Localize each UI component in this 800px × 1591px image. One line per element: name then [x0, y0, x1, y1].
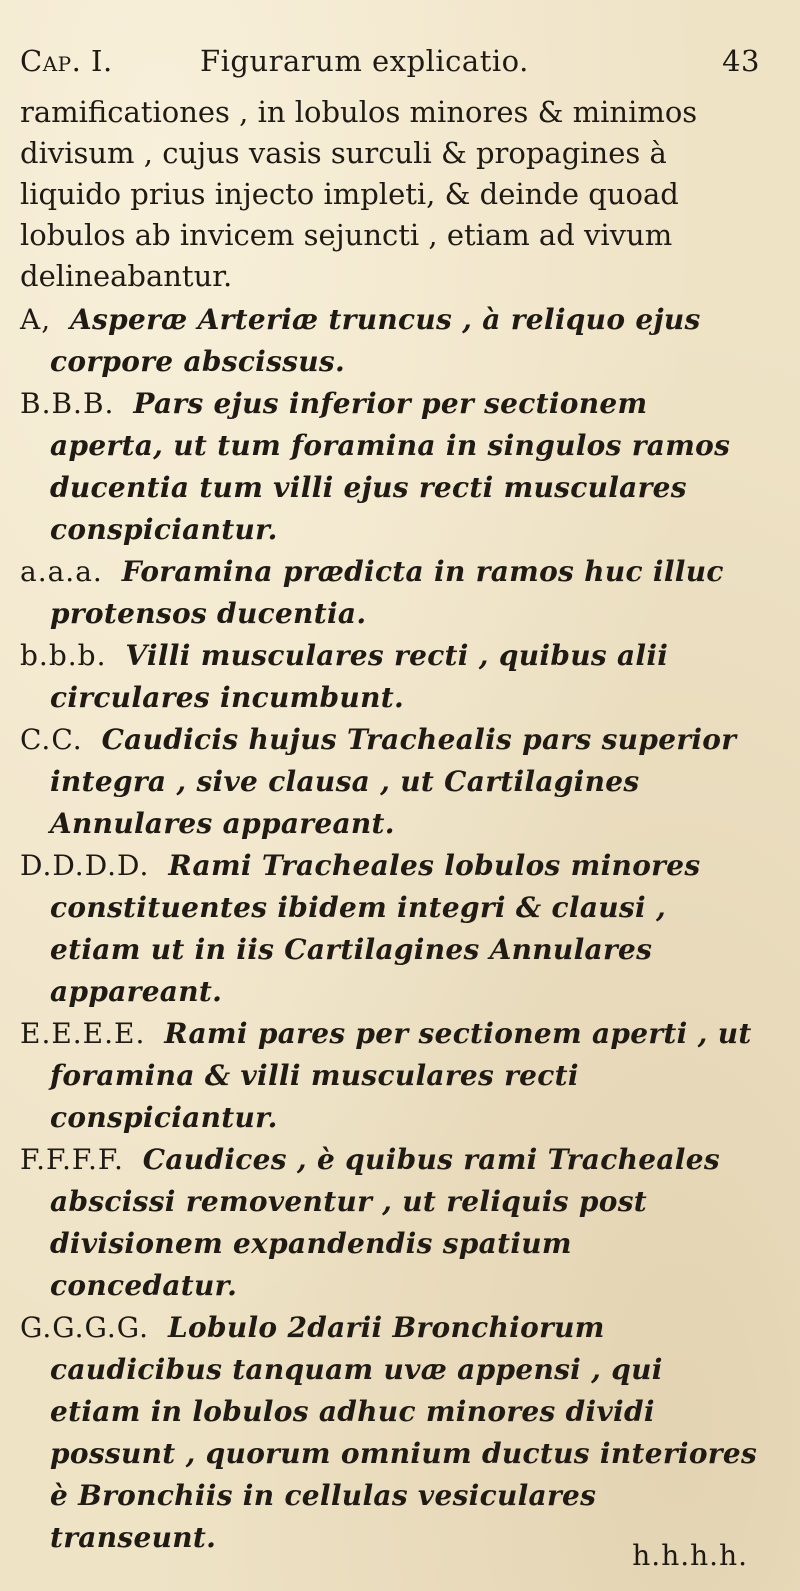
legend-entry-e [20, 1013, 760, 1139]
entry-sigla: F.F.F.F. [20, 1143, 124, 1176]
legend-entry-c [20, 719, 760, 845]
entry-text: Lobulo 2darii Bronchiorum caudicibus tanquam uvæ appensi , qui etiam in lobulos adhuc minores dividi possunt , quorum omnium ductus interiores è Bronchiis in cellulas vesiculares transeunt. [50, 1311, 758, 1554]
entry-text: Pars ejus inferior per sectionem aperta, ut tum foramina in singulos ramos ducentia tum villi ejus recti musculares conspiciantur. [50, 387, 731, 546]
entry-text: Rami Tracheales lobulos minores constituentes ibidem integri & clausi , etiam ut in iis Cartilagines Annulares appareant. [50, 849, 701, 1008]
entry-text: Caudices , è quibus rami Tracheales abscissi removentur , ut reliquis post divisionem expandendis spatium concedatur. [50, 1143, 720, 1302]
entry-sigla: a.a.a. [20, 555, 103, 588]
entry-sigla: A, [20, 303, 52, 336]
entry-sigla: b.b.b. [20, 639, 107, 672]
legend-entry-a [20, 299, 760, 383]
figure-legend [20, 299, 760, 1559]
catchword: h.h.h.h. [632, 1539, 748, 1572]
entry-text: Villi musculares recti , quibus alii circulares incumbunt. [50, 639, 669, 714]
legend-entry-a-lower [20, 551, 760, 635]
entry-text: Rami pares per sectionem aperti , ut foramina & villi musculares recti conspiciantur. [50, 1017, 752, 1134]
entry-sigla: C.C. [20, 723, 83, 756]
legend-entry-b-lower [20, 635, 760, 719]
running-head [20, 44, 760, 90]
page-title: Figurarum explicatio. [200, 44, 529, 78]
legend-entry-d [20, 845, 760, 1013]
entry-sigla: B.B.B. [20, 387, 115, 420]
legend-entry-g [20, 1307, 760, 1559]
entry-sigla: D.D.D.D. [20, 849, 150, 882]
page-number: 43 [722, 44, 760, 78]
intro-paragraph: ramificationes , in lobulos minores & minimos divisum , cujus vasis surculi & propagines à liquido prius injecto impleti, & deinde quoad lobulos ab invicem sejuncti , etiam ad vivum delineabantur. [20, 95, 698, 293]
entry-text: Foramina prædicta in ramos huc illuc protensos ducentia. [50, 555, 724, 630]
entry-sigla: E.E.E.E. [20, 1017, 146, 1050]
entry-text: Asperæ Arteriæ truncus , à reliquo ejus corpore abscissus. [50, 303, 701, 378]
legend-entry-b [20, 383, 760, 551]
chapter-label: Cap. I. [20, 44, 113, 78]
entry-sigla: G.G.G.G. [20, 1311, 150, 1344]
legend-entry-f [20, 1139, 760, 1307]
entry-text: Caudicis hujus Trachealis pars superior integra , sive clausa , ut Cartilagines Annulares appareant. [50, 723, 737, 840]
